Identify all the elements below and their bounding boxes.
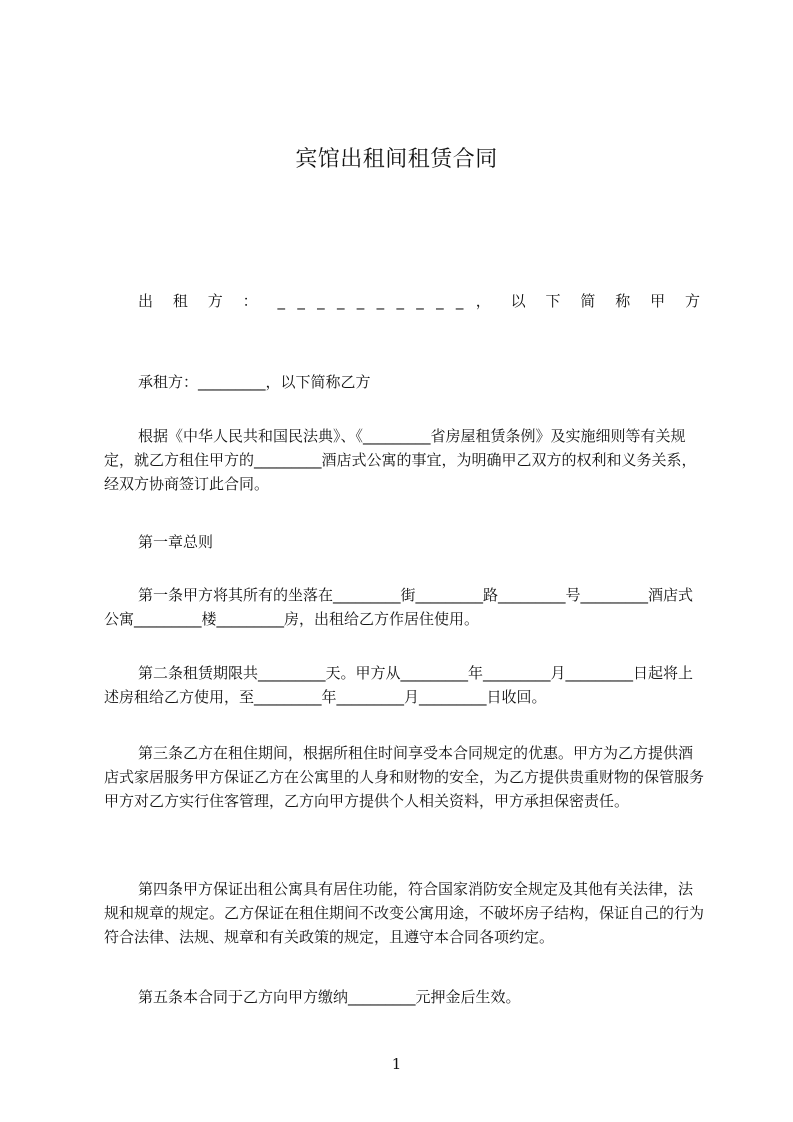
contract-title: 宾馆出租间租赁合同 (295, 147, 498, 172)
article-4: 第四条甲方保证出租公寓具有居住功能，符合国家消防安全规定及其他有关法律，法规和规章的规定。乙方保证在租住期间不改变公寓用途，不破坏房子结构，保证自己的行为符合法律、法规、规章和有关政策的规定，且遵守本合同各项约定。 (104, 880, 705, 946)
article-5: 第五条本合同于乙方向甲方缴纳_________元押金后生效。 (138, 988, 521, 1006)
page-number: 1 (391, 1055, 402, 1073)
article-1: 第一条甲方将其所有的坐落在_________街_________路_________号_________酒店式公寓_________楼_________房，出租给乙方作居住使用。 (104, 586, 694, 628)
lessor-line: 出 租 方 ： _ _ _ _ _ _ _ _ _ _ ， 以 下 简 称 甲 方 (138, 292, 700, 310)
lessee-line: 承租方：_________，以下简称乙方 (138, 373, 371, 391)
article-3: 第三条乙方在租住期间，根据所租住时间享受本合同规定的优惠。甲方为乙方提供酒店式家居服务甲方保证乙方在公寓里的人身和财物的安全，为乙方提供贵重财物的保管服务甲方对乙方实行住客管理，乙方向甲方提供个人相关资料，甲方承担保密责任。 (104, 744, 705, 810)
preamble-paragraph: 根据《中华人民共和国民法典》、《_________省房屋租赁条例》及实施细则等有关规定，就乙方租住甲方的_________酒店式公寓的事宜，为明确甲乙双方的权利和义务关系，经双方协商签订此合同。 (104, 427, 697, 493)
article-2: 第二条租赁期限共_________天。甲方从_________年_________月_________日起将上述房租给乙方使用，至_________年_________月_________日收回。 (104, 664, 694, 706)
chapter-heading: 第一章总则 (138, 533, 214, 551)
